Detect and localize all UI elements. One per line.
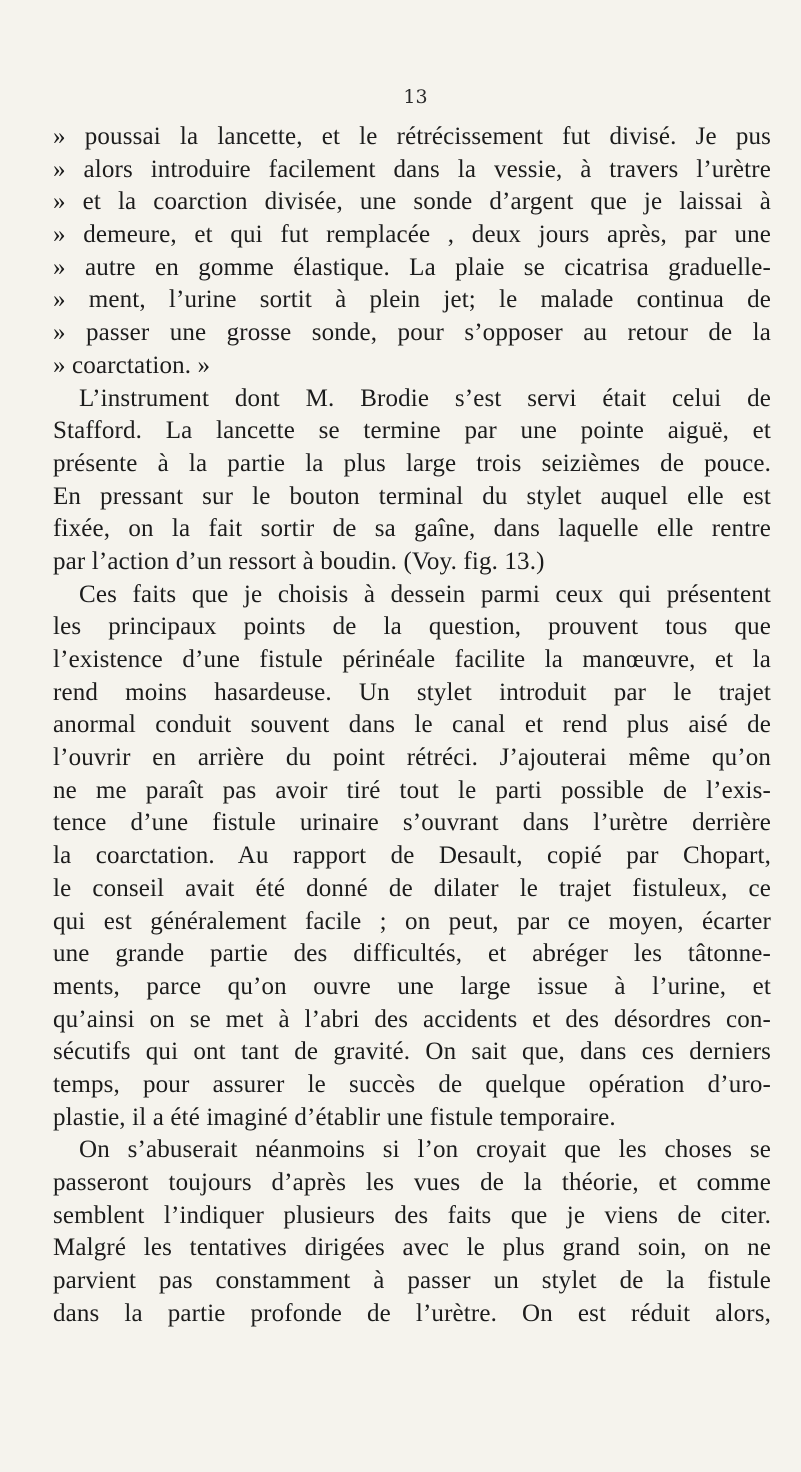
text-line: temps, pour assurer le succès de quelque opération d’uro- — [53, 1070, 771, 1098]
text-line: ne me paraît pas avoir tiré tout le parti possible de l’exis- — [53, 776, 771, 804]
text-line: En pressant sur le bouton terminal du stylet auquel elle est — [53, 482, 771, 510]
text-line: parvient pas constamment à passer un stylet de la fistule — [53, 1267, 771, 1295]
text-line: » et la coarction divisée, une sonde d’argent que je laissai à — [53, 188, 771, 216]
text-line: Malgré les tentatives dirigées avec le plus grand soin, on ne — [53, 1234, 771, 1262]
text-line: semblent l’indiquer plusieurs des faits que je viens de citer. — [53, 1201, 771, 1229]
text-line: ments, parce qu’on ouvre une large issue à l’urine, et — [53, 972, 771, 1000]
text-line: » ment, l’urine sortit à plein jet; le malade continua de — [53, 286, 771, 314]
text-line: plastie, il a été imaginé d’établir une fistule temporaire. — [53, 1103, 616, 1131]
text-line: les principaux points de la question, prouvent tous que — [53, 613, 771, 641]
text-line: l’existence d’une fistule périnéale facilite la manœuvre, et la — [53, 646, 771, 673]
text-line: sécutifs qui ont tant de gravité. On sait que, dans ces derniers — [53, 1038, 771, 1066]
text-line: » poussai la lancette, et le rétrécissement fut divisé. Je pus — [53, 123, 771, 150]
text-line: L’instrument dont M. Brodie s’est servi était celui de — [79, 384, 771, 412]
body-text — [53, 121, 771, 1330]
text-line: » coarctation. » — [53, 351, 211, 379]
text-line: anormal conduit souvent dans le canal et rend plus aisé de — [53, 711, 771, 739]
text-line: Stafford. La lancette se termine par une pointe aiguë, et — [53, 417, 771, 445]
text-line: » demeure, et qui fut remplacée , deux jours après, par une — [53, 221, 771, 249]
text-line: une grande partie des difficultés, et abréger les tâtonne- — [53, 940, 771, 968]
text-line: présente à la partie la plus large trois seizièmes de pouce. — [53, 449, 771, 477]
page-number: 13 — [403, 86, 428, 108]
text-line: l’ouvrir en arrière du point rétréci. J’ajouterai même qu’on — [53, 744, 771, 772]
text-line: passeront toujours d’après les vues de la théorie, et comme — [53, 1169, 771, 1196]
text-line: dans la partie profonde de l’urètre. On est réduit alors, — [53, 1299, 771, 1327]
text-line: Ces faits que je choisis à dessein parmi ceux qui présentent — [79, 580, 771, 608]
text-line: par l’action d’un ressort à boudin. (Voy. fig. 13.) — [53, 547, 545, 575]
text-line: » alors introduire facilement dans la vessie, à travers l’urètre — [53, 155, 771, 183]
text-line: fixée, on la fait sortir de sa gaîne, dans laquelle elle rentre — [53, 515, 771, 543]
text-line: le conseil avait été donné de dilater le trajet fistuleux, ce — [53, 874, 771, 902]
text-line: rend moins hasardeuse. Un stylet introduit par le trajet — [53, 678, 771, 706]
text-line: » passer une grosse sonde, pour s’opposer au retour de la — [53, 319, 771, 347]
text-line: qu’ainsi on se met à l’abri des accidents et des désordres con- — [53, 1005, 771, 1033]
text-line: la coarctation. Au rapport de Desault, copié par Chopart, — [53, 842, 771, 870]
text-line: tence d’une fistule urinaire s’ouvrant dans l’urètre derrière — [53, 809, 771, 837]
text-line: » autre en gomme élastique. La plaie se cicatrisa graduelle- — [53, 253, 771, 281]
text-line: qui est généralement facile ; on peut, par ce moyen, écarter — [53, 907, 771, 935]
text-line: On s’abuserait néanmoins si l’on croyait que les choses se — [79, 1136, 771, 1164]
